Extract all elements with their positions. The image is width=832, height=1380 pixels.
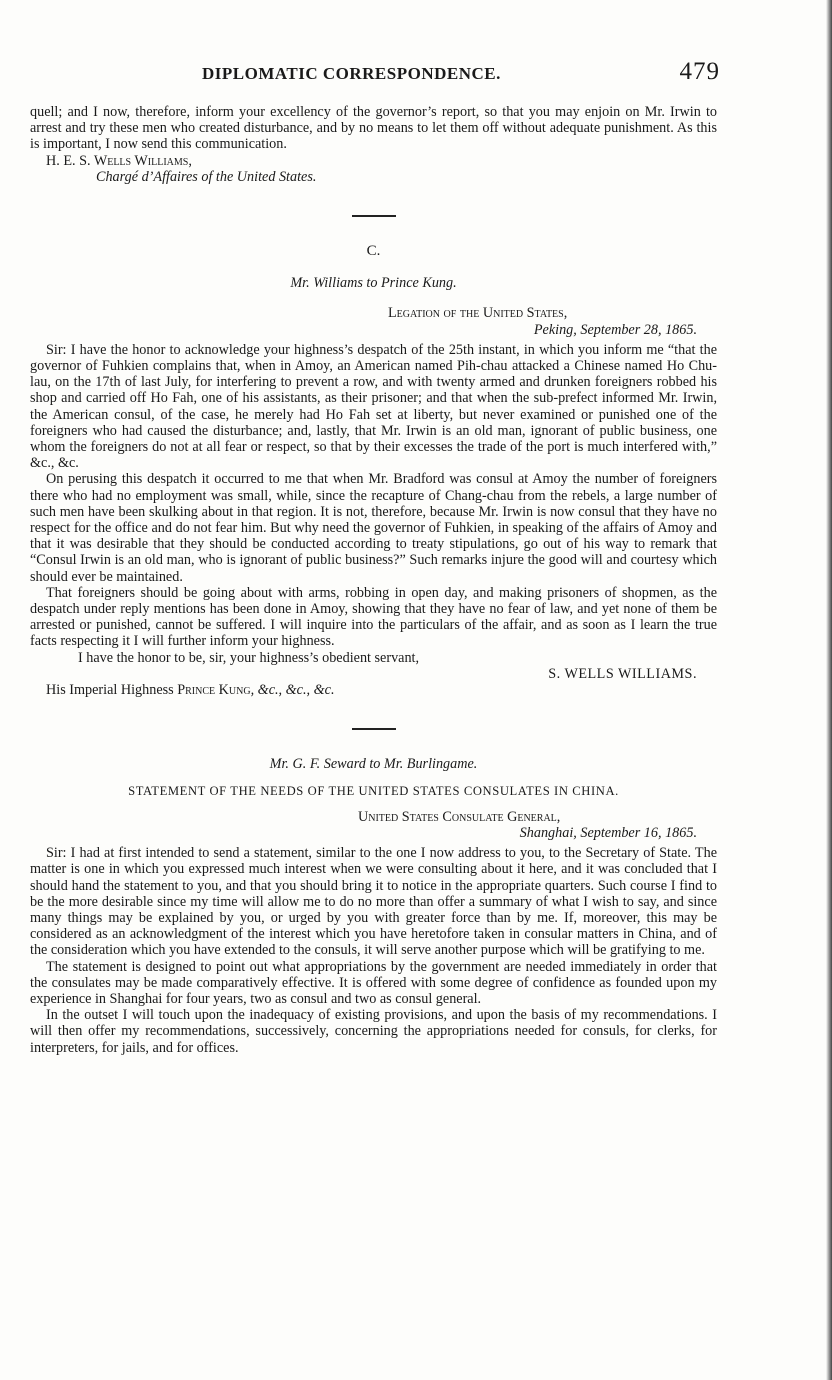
page-body [30,104,717,1056]
addressee-name: Prince Kung [177,682,251,699]
letter-paragraph: On perusing this despatch it occurred to me that when Mr. Bradford was consul at Amoy the number of foreigners there who had no employment was small, while, since the recapture of Chang-chau from the rebels, a large number of such men have been skulking about in that region. It is not, therefore, because Mr. Irwin is now consul that they have no respect for the office and do not fear him. But why need the governor of Fuhkien, in speaking of the affairs of Amoy and that it was desirable that they should be conducted according to treaty stipulations, go out of his way to remark that “Consul Irwin is an old man, who is ignorant of public business?” Such remarks injure the good will and courtesy which should ever be maintained. [30,471,717,585]
addressee-prefix: His Imperial Highness [46,682,178,699]
letter-addressee [30,682,717,698]
letter-paragraph: The statement is designed to point out what appropriations by the government are needed immediately in order that the consulates may be made comparatively effective. It is offered with some degree of confidence as founded upon my experience in Shanghai for four years, two as consul and two as consul general. [30,958,717,1007]
previous-letter-signer-title: Chargé d’Affaires of the United States. [96,168,317,185]
section-letter: C. [366,243,381,260]
letter-paragraph: Sir: I had at first intended to send a statement, similar to the one I now address to you, to the Secretary of State. The matter is one in which you expressed much interest when we were consulting about it here, and it was concluded that I should hand the statement to you, and that you should bring it to notice in the appropriate quarters. Such course I find to be the more desirable since my time will allow me to do no more than offer a summary of what I wish to say, and since many things may be explained by you, or urged by you with greater force than by me. If, moreover, this may be considered as an acknowledgment of the interest which you have heretofore taken in consular matters in China, and of the consideration which you have extended to the consuls, it will serve another purpose which will be gratifying to me. [30,845,717,959]
letter-heading: Mr. G. F. Seward to Mr. Burlingame. [269,756,478,773]
letter-origin: Legation of the United States, [388,305,568,322]
letter-paragraph: Sir: I have the honor to acknowledge your highness’s despatch of the 25th instant, in which you inform me “that the governor of Fuhkien complains that, when in Amoy, an American named Pih-chau attacked a Chinese named Ho Chu-lau, on the 17th of last July, for interfering to prevent a row, and with twenty armed and drunken foreigners robbed his shop and carried off Ho Fah, one of his assistants, as their prisoner; and that when the sub-prefect informed Mr. Irwin, the American consul, of the case, he merely had Ho Fah set at liberty, but never examined or punished one of the foreigners who had caused the disturbance; and, lastly, that Mr. Irwin is an old man, ignorant of public business, one whom the foreigners do not at all fear or respect, so that by their excesses the trade of the port is much interfered with,” &c., &c. [30,341,717,472]
statement-title: STATEMENT OF THE NEEDS OF THE UNITED STATES CONSULATES IN CHINA. [128,783,619,798]
letter-origin: United States Consulate General, [358,808,561,825]
letter-place-date: Peking, September 28, 1865. [533,321,697,338]
letter-signer: S. WELLS WILLIAMS. [548,665,697,682]
addressee-suffix: , &c., &c., &c. [250,682,335,699]
page-number: 479 [679,58,720,85]
previous-letter-signer: H. E. S. Wells Williams, [46,152,192,169]
letter-paragraph: In the outset I will touch upon the inadequacy of existing provisions, and upon the basis of my recommendations. I will then offer my recommendations, successively, concerning the appropriations needed for consuls, for clerks, for interpreters, for jails, and for offices. [30,1007,717,1056]
letter-paragraph: That foreigners should be going about with arms, robbing in open day, and making prisoners of shopmen, as the despatch under reply mentions has been done in Amoy, showing that they have no fear of law, and yet none of them be arrested or punished, cannot be suffered. I will inquire into the particulars of the affair, and as soon as I learn the true facts respecting it I will further inform your highness. [30,584,717,650]
page-header [30,58,720,88]
letter-place-date: Shanghai, September 16, 1865. [519,824,697,841]
previous-letter-paragraph: quell; and I now, therefore, inform your excellency of the governor’s report, so that you may enjoin on Mr. Irwin to arrest and try these men who created disturbance, and by no means to let them off without adequate punishment. As this is important, I now send this communication. [30,104,717,153]
running-title: DIPLOMATIC CORRESPONDENCE. [202,64,501,83]
letter-closing: I have the honor to be, sir, your highness’s obedient servant, [78,649,420,666]
letter-heading: Mr. Williams to Prince Kung. [290,275,457,292]
page-edge-shadow [826,0,832,1380]
